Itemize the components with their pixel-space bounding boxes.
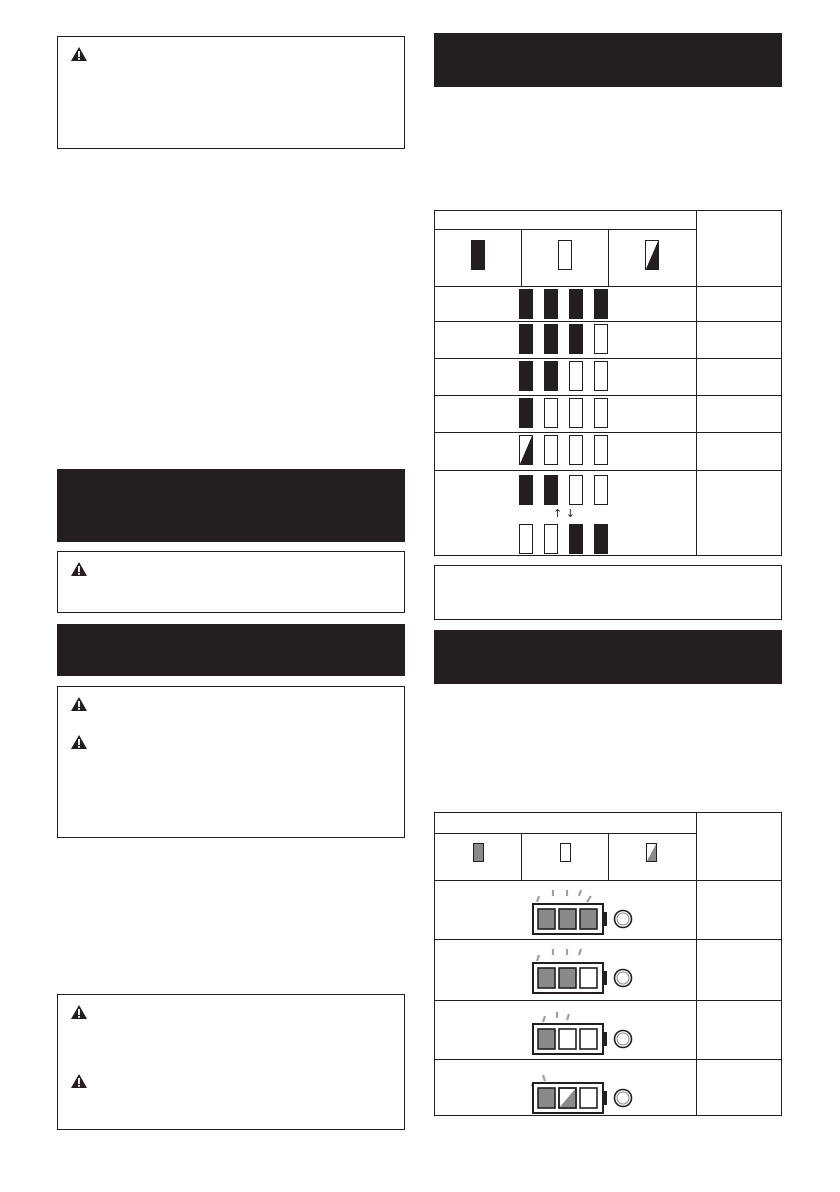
warning-triangle-icon bbox=[70, 561, 88, 577]
lamp-blinking-icon bbox=[519, 435, 533, 465]
warning-triangle-icon bbox=[70, 734, 88, 750]
caution-box-1 bbox=[57, 36, 405, 149]
lamp-on-icon bbox=[519, 361, 533, 391]
warning-triangle-icon bbox=[70, 1073, 88, 1089]
warning-triangle-icon bbox=[70, 1004, 88, 1020]
lamp-off-icon bbox=[544, 524, 558, 554]
warning-triangle-icon bbox=[70, 46, 88, 62]
lamp-off-icon bbox=[544, 398, 558, 428]
lamp-off-icon bbox=[544, 435, 558, 465]
battery-indicator-icon bbox=[517, 1002, 637, 1058]
lamp-off-icon bbox=[594, 324, 608, 354]
remaining-capacity-table bbox=[434, 210, 782, 556]
lamp-off-icon bbox=[594, 435, 608, 465]
lamp-on-icon bbox=[569, 324, 583, 354]
lamp-on-icon bbox=[544, 289, 558, 319]
lamp-off-icon bbox=[569, 435, 583, 465]
section-heading-band-2 bbox=[57, 624, 405, 676]
lamp-blinking-icon bbox=[645, 240, 659, 270]
lamp-off-icon bbox=[560, 843, 571, 862]
lamp-on-icon bbox=[471, 240, 485, 270]
battery-indicator-table bbox=[434, 812, 782, 1116]
lamp-blinking-icon bbox=[646, 843, 657, 862]
lamp-on-icon bbox=[569, 289, 583, 319]
note-box bbox=[434, 565, 782, 620]
lamp-off-icon bbox=[594, 398, 608, 428]
section-heading-band-4 bbox=[434, 630, 782, 684]
lamp-on-icon bbox=[473, 843, 484, 862]
lamp-off-icon bbox=[569, 361, 583, 391]
battery-indicator-icon bbox=[517, 941, 637, 997]
lamp-on-icon bbox=[544, 361, 558, 391]
section-heading-band-3 bbox=[434, 33, 782, 87]
lamp-on-icon bbox=[519, 475, 533, 505]
caution-box-4 bbox=[57, 994, 405, 1130]
caution-box-2 bbox=[57, 551, 405, 613]
alternating-arrows-icon: ↑ ↓ bbox=[553, 507, 575, 520]
lamp-on-icon bbox=[594, 524, 608, 554]
lamp-off-icon bbox=[594, 475, 608, 505]
lamp-off-icon bbox=[569, 398, 583, 428]
warning-triangle-icon bbox=[70, 696, 88, 712]
lamp-off-icon bbox=[558, 240, 572, 270]
lamp-off-icon bbox=[569, 475, 583, 505]
lamp-on-icon bbox=[519, 324, 533, 354]
lamp-off-icon bbox=[519, 524, 533, 554]
lamp-on-icon bbox=[544, 324, 558, 354]
lamp-on-icon bbox=[569, 524, 583, 554]
section-heading-band-1 bbox=[57, 469, 405, 542]
caution-box-3 bbox=[57, 686, 405, 838]
battery-indicator-icon bbox=[517, 882, 637, 938]
lamp-on-icon bbox=[544, 475, 558, 505]
lamp-off-icon bbox=[594, 361, 608, 391]
lamp-on-icon bbox=[594, 289, 608, 319]
battery-indicator-icon bbox=[517, 1061, 637, 1117]
lamp-on-icon bbox=[519, 289, 533, 319]
lamp-on-icon bbox=[519, 398, 533, 428]
